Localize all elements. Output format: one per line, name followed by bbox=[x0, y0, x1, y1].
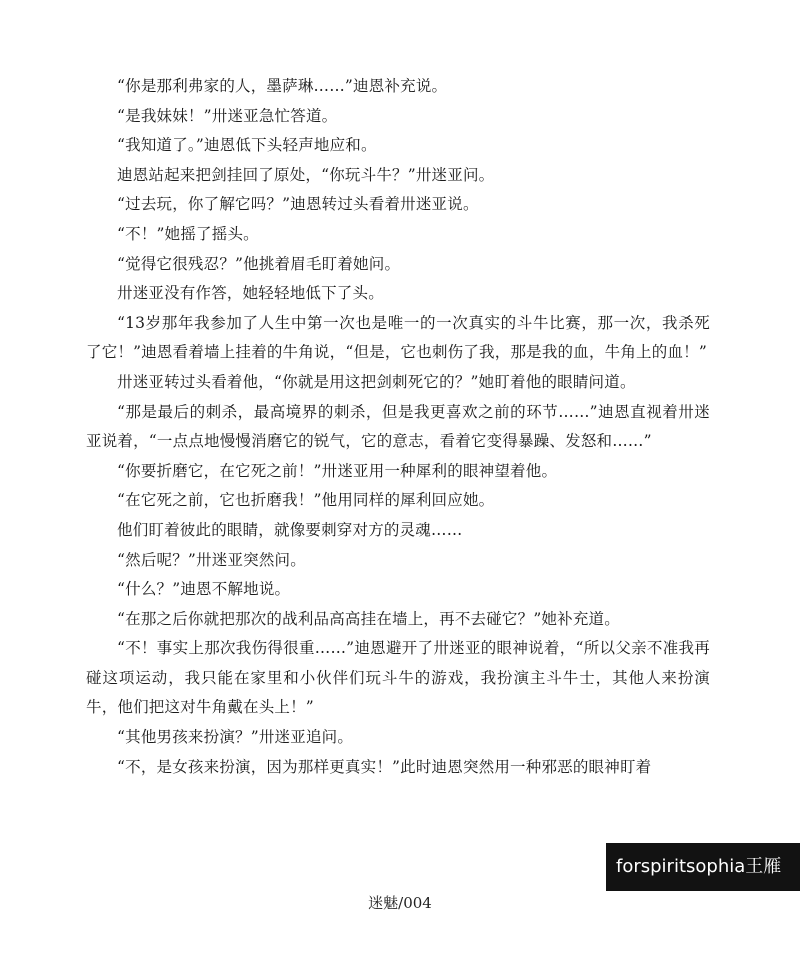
paragraph-1: “你是那利弗家的人，墨萨琳……”迪恩补充说。 bbox=[117, 77, 448, 95]
paragraph-2: “是我妹妹！”卅迷亚急忙答道。 bbox=[117, 106, 338, 125]
paragraph-14: 他们盯着彼此的眼睛，就像要刺穿对方的灵魂…… bbox=[117, 520, 463, 539]
paragraph-7: “觉得它很残忍？”他挑着眉毛盯着她问。 bbox=[117, 254, 401, 273]
paragraph-11: “那是最后的刺杀，最高境界的刺杀，但是我更喜欢之前的环节……”迪恩直视着卅迷亚说着，“一点点地慢慢消磨它的锐气，它的意志，看着它变得暴躁、发怒和……” bbox=[86, 402, 710, 451]
paragraph-5: “过去玩，你了解它吗？”迪恩转过头看着卅迷亚说。 bbox=[117, 195, 479, 214]
paragraph-16: “什么？”迪恩不解地说。 bbox=[117, 580, 291, 599]
paragraph-9: “13岁那年我参加了人生中第一次也是唯一的一次真实的斗牛比赛，那一次，我杀死了它！”迪恩看着墙上挂着的牛角说，“但是，它也刺伤了我，那是我的血，牛角上的血！” bbox=[86, 313, 710, 362]
paragraph-18: “不！事实上那次我伤得很重……”迪恩避开了卅迷亚的眼神说着，“所以父亲不准我再碰这项运动，我只能在家里和小伙伴们玩斗牛的游戏，我扮演主斗牛士，其他人来扮演牛，他们把这对牛角戴在头上！” bbox=[86, 639, 710, 717]
paragraph-17: “在那之后你就把那次的战利品高高挂在墙上，再不去碰它？”她补充道。 bbox=[117, 609, 620, 628]
body-text bbox=[86, 72, 710, 782]
paragraph-10: 卅迷亚转过头看着他，“你就是用这把剑刺死它的？”她盯着他的眼睛问道。 bbox=[117, 372, 636, 391]
page-footer-label: 迷魅/004 bbox=[368, 894, 432, 912]
paragraph-3: “我知道了。”迪恩低下头轻声地应和。 bbox=[117, 136, 377, 155]
paragraph-19: “其他男孩来扮演？”卅迷亚追问。 bbox=[117, 728, 354, 747]
paragraph-8: 卅迷亚没有作答，她轻轻地低下了头。 bbox=[117, 284, 384, 303]
paragraph-12: “你要折磨它，在它死之前！”卅迷亚用一种犀利的眼神望着他。 bbox=[117, 461, 558, 480]
paragraph-15: “然后呢？”卅迷亚突然问。 bbox=[117, 550, 306, 569]
watermark-badge: forspiritsophia王雁 bbox=[606, 843, 800, 891]
paragraph-13: “在它死之前，它也折磨我！”他用同样的犀利回应她。 bbox=[117, 491, 495, 510]
paragraph-20: “不，是女孩来扮演，因为那样更真实！”此时迪恩突然用一种邪恶的眼神盯着 bbox=[117, 757, 652, 776]
paragraph-6: “不！”她摇了摇头。 bbox=[117, 224, 259, 243]
paragraph-4: 迪恩站起来把剑挂回了原处，“你玩斗牛？”卅迷亚问。 bbox=[117, 165, 495, 184]
